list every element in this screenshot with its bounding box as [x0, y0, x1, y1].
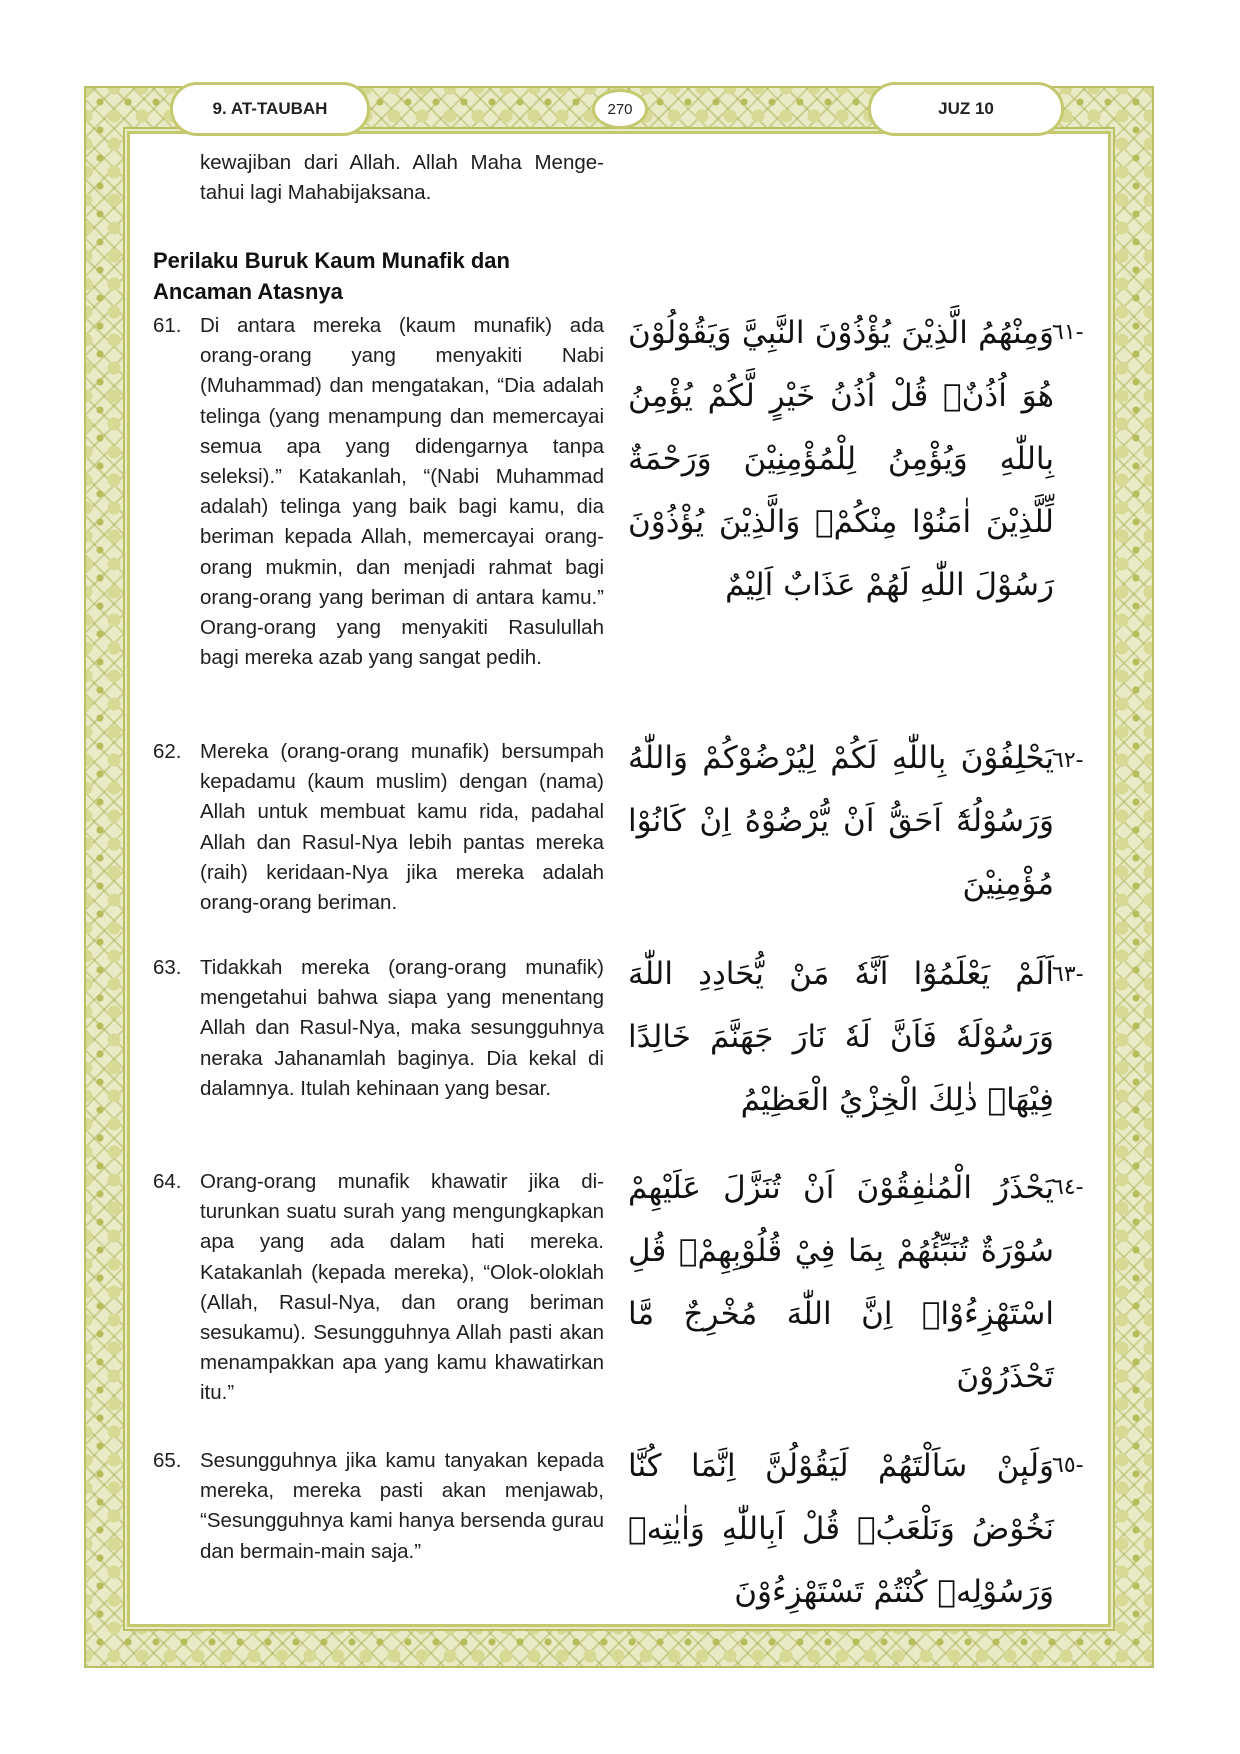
section-heading: Perilaku Buruk Kaum Munafik dan Ancaman Atasnya	[153, 248, 510, 304]
verse-translation: Di antara mereka (kaum munafik) ada orang-orang yang menyakiti Nabi (Muhammad) dan mengatakan, “Dia adalah telinga (yang menampung dan memercayai semua apa yang didengarnya tanpa seleksi).” Katakanlah, “(Nabi Muhammad adalah) telinga yang baik bagi kamu, dia beriman kepada Allah, memercayai orang-orang mukmin, dan menjadi rahmat bagi orang-orang yang beriman di antara kamu.” Orang-orang yang menyakiti Rasulullah bagi mereka azab yang sangat pedih.	[200, 314, 604, 670]
arabic-verse-number: -٦٢	[1052, 748, 1084, 773]
arabic-verse-number: -٦٣	[1052, 962, 1084, 987]
juz-label: JUZ 10	[938, 99, 994, 118]
verse-number: 61.	[153, 314, 182, 337]
verse-number: 64.	[153, 1170, 182, 1193]
arabic-verse-number: -٦١	[1052, 320, 1084, 345]
verse-translation: Mereka (orang-orang munafik) bersumpah kepadamu (kaum muslim) dengan (nama) Allah untuk membuat kamu rida, padahal Allah dan Rasul-Nya lebih pantas mereka (raih) keridaan-Nya jika mereka adalah orang-orang beriman.	[200, 740, 604, 915]
verse-number: 63.	[153, 956, 182, 979]
page-number: 270	[607, 100, 633, 118]
arabic-verse-number: -٦٥	[1052, 1453, 1084, 1478]
surah-title: 9. AT-TAUBAH	[212, 99, 328, 118]
surah-header-tab	[170, 82, 370, 136]
verse-translation: Tidakkah mereka (orang-orang munafik) mengetahui bahwa siapa yang menentang Allah dan Rasul-Nya, maka sesungguhnya neraka Jahanamlah baginya. Dia kekal di dalamnya. Itulah kehinaan yang besar.	[200, 956, 604, 1100]
verse-number: 65.	[153, 1449, 182, 1472]
arabic-verse-text: وَمِنْهُمُ الَّذِيْنَ يُؤْذُوْنَ النَّبِيَّ وَيَقُوْلُوْنَ هُوَ اُذُنٌۗ قُلْ اُذُنُ خَيْرٍ لَّكُمْ يُؤْمِنُ بِاللّٰهِ وَيُؤْمِنُ لِلْمُؤْمِنِيْنَ وَرَحْمَةٌ لِّلَّذِيْنَ اٰمَنُوْا مِنْكُمْۗ وَالَّذِيْنَ يُؤْذُوْنَ رَسُوْلَ اللّٰهِ لَهُمْ عَذَابٌ اَلِيْمٌ	[628, 315, 1054, 603]
arabic-verse-number: -٦٤	[1052, 1175, 1084, 1200]
continuation-text: kewajiban dari Allah. Allah Maha Mengetahui lagi Mahabijaksana.	[200, 151, 604, 205]
arabic-verse-text: يَحْذَرُ الْمُنٰفِقُوْنَ اَنْ تُنَزَّلَ عَلَيْهِمْ سُوْرَةٌ تُنَبِّئُهُمْ بِمَا فِيْ قُلُوْبِهِمْۗ قُلِ اسْتَهْزِءُوْاۚ اِنَّ اللّٰهَ مُخْرِجٌ مَّا تَحْذَرُوْنَ	[628, 1170, 1054, 1395]
arabic-verse-text: يَحْلِفُوْنَ بِاللّٰهِ لَكُمْ لِيُرْضُوْكُمْ وَاللّٰهُ وَرَسُوْلُهٗٓ اَحَقُّ اَنْ يُّرْضُوْهُ اِنْ كَانُوْا مُؤْمِنِيْنَ	[628, 740, 1054, 902]
verse-number: 62.	[153, 740, 182, 763]
arabic-verse-text: وَلَىٕنْ سَاَلْتَهُمْ لَيَقُوْلُنَّ اِنَّمَا كُنَّا نَخُوْضُ وَنَلْعَبُۗ قُلْ اَبِاللّٰهِ وَاٰيٰتِهٖ وَرَسُوْلِهٖ كُنْتُمْ تَسْتَهْزِءُوْنَ	[628, 1448, 1054, 1610]
verse-translation: Orang-orang munafik khawatir jika diturunkan suatu surah yang mengungkapkan apa yang ada dalam hati mereka. Katakanlah (kepada mereka), “Olok-oloklah (Allah, Rasul-Nya, dan orang beriman sesukamu). Sesungguhnya Allah pasti akan menampakkan apa yang kamu khawatirkan itu.”	[200, 1170, 604, 1405]
juz-header-tab	[868, 82, 1064, 136]
page-number-badge	[592, 89, 648, 129]
verse-translation: Sesungguhnya jika kamu tanyakan kepada mereka, mereka pasti akan menjawab, “Sesungguhnya kami hanya bersenda gurau dan bermain-main saja.”	[200, 1449, 604, 1563]
arabic-verse-text: اَلَمْ يَعْلَمُوْٓا اَنَّهٗ مَنْ يُّحَادِدِ اللّٰهَ وَرَسُوْلَهٗ فَاَنَّ لَهٗ نَارَ جَهَنَّمَ خَالِدًا فِيْهَاۗ ذٰلِكَ الْخِزْيُ الْعَظِيْمُ	[628, 956, 1054, 1118]
